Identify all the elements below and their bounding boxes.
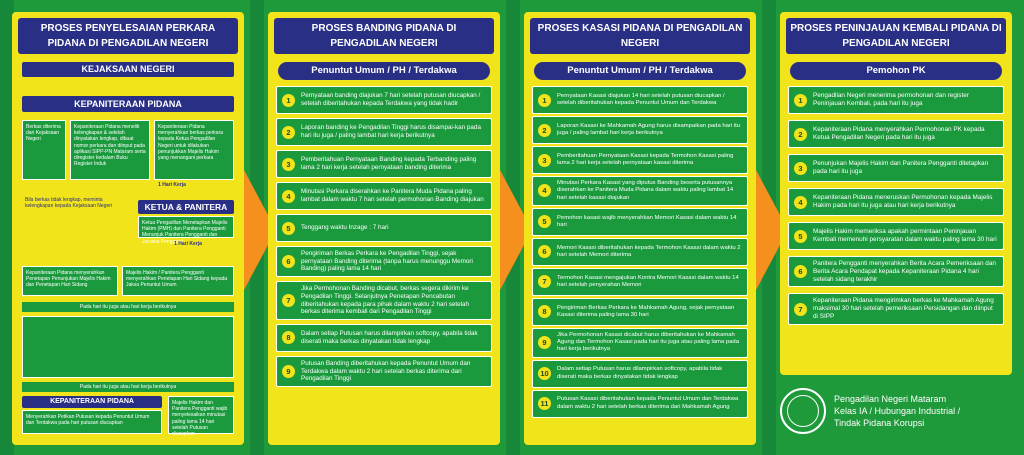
step-number: 5: [538, 215, 551, 228]
column-title: PROSES BANDING PIDANA DI PENGADILAN NEGERI: [274, 18, 494, 54]
box-penetapan-hari-sidang: Kepaniteraan Pidana menyerahkan Penetapan Penunjukan Majelis Hakim dan Penetapan Hari Sidang: [22, 266, 118, 296]
putusan-label: Pada hari itu juga atau hari kerja berikutnya: [22, 382, 234, 392]
kepaniteraan-pidana-label: KEPANITERAAN PIDANA: [22, 396, 162, 408]
step-item: [532, 298, 748, 326]
ketua-panitera-label: KETUA & PANITERA: [138, 200, 234, 214]
step-text: Laporan Kasasi ke Mahkamah Agung harus disampaikan pada hari itu juga / paling lambat hari kerja berikutnya: [557, 122, 741, 136]
court-class: Kelas IA / Hubungan Industrial /: [834, 406, 961, 416]
section-header: Penuntut Umum / PH / Terdakwa: [278, 62, 490, 80]
kepaniteraan-label: KEPANITERAAN PIDANA: [22, 96, 234, 112]
step-number: 11: [538, 397, 551, 410]
column-peninjauan-kembali: [780, 12, 1012, 375]
court-seal-icon: [780, 388, 826, 434]
step-number: 5: [282, 222, 295, 235]
step-item: [788, 188, 1004, 216]
step-number: 7: [538, 275, 551, 288]
column-banding: [268, 12, 500, 445]
step-number: 1: [794, 94, 807, 107]
step-text: Pernyataan banding diajukan 7 hari setelah putusan diucapkan / setelah diberitahukan kepada Terdakwa yang tidak hadir: [301, 92, 481, 107]
step-item: [532, 328, 748, 358]
step-item: [276, 324, 492, 352]
step-text: Jika Permohonan Banding dicabut, berkas segera dikirim ke Pengadilan Tinggi. Selanjutnya Penetapan Pencabutan diberitahukan kepada para pihak dalam waktu 2 hari setelah berkas diterima kembali dari Pengadilan Tinggi: [301, 285, 470, 316]
step-item: [276, 246, 492, 277]
step-text: Dalam setiap Putusan harus dilampirkan softcopy, apabila tidak diserati maka berkas dinyatakan tidak lengkap: [301, 330, 478, 345]
step-text: Tenggang waktu Inzage : 7 hari: [301, 224, 389, 232]
step-number: 4: [538, 184, 551, 197]
column-title: PROSES PENYELESAIAN PERKARA PIDANA DI PENGADILAN NEGERI: [18, 18, 238, 54]
step-item: [276, 118, 492, 146]
step-item: [532, 86, 748, 114]
step-number: 2: [794, 128, 807, 141]
step-number: 3: [282, 158, 295, 171]
box-berkas-diterima: Berkas diterima dari Kejaksaan Negeri: [22, 120, 66, 180]
box-penetapan-majelis: Ketua Pengadilan Menetapkan Majelis Hakim (PMH) dan Panitera Pengganti Menunjuk Panitera Pengganti dan Jurusita Pengganti: [138, 216, 234, 238]
step-text: Minutasi Perkara Kasasi yang diputus Banding beserta putusannya diserahkan ke Panitera Muda Pidana dalam waktu paling lambat 14 hari setelah kasasi diajukan: [557, 180, 734, 201]
step-item: [532, 360, 748, 388]
hari-kerja-label: 1 Hari Kerja: [174, 241, 202, 247]
step-text: Panitera Pengganti menyerahkan Berita Acara Pemeriksaan dan Berita Acara Pendapat kepada Kepaniteraan Pidana 4 hari setelah sidang terakhir: [813, 260, 996, 283]
step-number: 1: [538, 94, 551, 107]
section-header: Pemohon PK: [790, 62, 1002, 80]
step-item: [532, 268, 748, 296]
box-kelengkapan: Kepaniteraan Pidana meneliti kelengkapan & setelah dinyatakan lengkap, dibuat nomor perkara dan diinput pada aplikasi SIPP-PN Mataram serta diregister kedalam Buku Register Induk: [70, 120, 150, 180]
step-number: 2: [282, 126, 295, 139]
step-text: Putusan Kasasi diberitahukan kepada Penuntut Umum dan Terdakwa dalam waktu 2 hari setelah berkas diterima dari Mahkamah Agung: [557, 396, 739, 410]
step-number: 9: [538, 336, 551, 349]
box-tidak-lengkap: Bila berkas tidak lengkap, meminta kelengkapan kepada Kejaksaan Negeri: [22, 194, 132, 216]
column-title: PROSES PENINJAUAN KEMBALI PIDANA DI PENGADILAN NEGERI: [786, 18, 1006, 54]
court-identity: [780, 382, 1020, 440]
step-item: [788, 154, 1004, 182]
court-name: Pengadilan Negeri Mataram: [834, 394, 947, 404]
step-item: [788, 222, 1004, 250]
step-number: 1: [282, 94, 295, 107]
step-number: 8: [282, 331, 295, 344]
hari-kerja-label: 1 Hari Kerja: [158, 182, 186, 188]
step-text: Pengiriman Berkas Perkara ke Mahkamah Agung, sejak pernyataan Kasasi diterima paling lama 30 hari: [557, 304, 735, 318]
step-text: Putusan Banding diberitahukan kepada Penuntut Umum dan Terdakwa dalam waktu 2 hari setelah berkas diterima dari Pengadilan Tinggi: [301, 359, 471, 383]
step-number: 4: [794, 196, 807, 209]
step-item: [532, 116, 748, 144]
step-number: 7: [282, 294, 295, 307]
step-number: 6: [538, 245, 551, 258]
step-number: 8: [538, 305, 551, 318]
step-number: 10: [538, 367, 551, 380]
step-text: Pemohon kasasi wajib menyerahkan Memori Kasasi dalam waktu 14 hari: [557, 214, 737, 228]
step-number: 2: [538, 124, 551, 137]
step-text: Memori Kasasi diberitahukan kepada Termohon Kasasi dalam waktu 2 hari setelah Memori diterima: [557, 244, 741, 258]
step-item: [276, 356, 492, 387]
step-item: [788, 293, 1004, 324]
column-title: PROSES KASASI PIDANA DI PENGADILAN NEGERI: [530, 18, 750, 54]
step-item: [276, 214, 492, 242]
step-text: Penunjukan Majelis Hakim dan Panitera Pengganti ditetapkan pada hari itu juga: [813, 160, 989, 175]
step-item: [532, 146, 748, 174]
step-text: Laporan banding ke Pengadilan Tinggi harus disampai-kan pada hari itu juga / paling lambat hari kerja berikutnya: [301, 124, 481, 139]
putusan-label: Pada hari itu juga atau hari kerja berikutnya: [22, 302, 234, 312]
section-header: Penuntut Umum / PH / Terdakwa: [534, 62, 746, 80]
step-text: Termohon Kasasi mengajukan Kontra Memori Kasasi dalam waktu 14 hari setelah penyerahan Memori: [557, 274, 739, 288]
step-item: [532, 176, 748, 206]
step-number: 3: [794, 162, 807, 175]
step-number: 9: [282, 365, 295, 378]
step-number: 6: [282, 255, 295, 268]
step-text: Majelis Hakim memeriksa apakah permintaan Peninjauan Kembali memenuhi persyaratan dalam waktu paling lama 30 hari: [813, 228, 997, 243]
step-item: [788, 86, 1004, 114]
step-item: [788, 256, 1004, 287]
step-item: [276, 182, 492, 210]
step-text: Kepaniteraan Pidana mengirimkan berkas ke Mahkamah Agung maksimal 30 hari setelah pemeriksaan Persidangan dan diinput di SIPP: [813, 297, 994, 320]
step-item: [532, 208, 748, 236]
step-text: Kepaniteraan Pidana meneruskan Permohonan kepada Majelis Hakim pada hari itu juga atau hari kerja berikutnya: [813, 194, 993, 209]
box-sidang-grid: [22, 316, 234, 378]
court-division: Tindak Pidana Korupsi: [834, 418, 925, 428]
step-list: [274, 86, 494, 387]
box-penyerahan-ketua: Kepaniteraan Pidana menyerahkan berkas perkara kepada Ketua Pengadilan Negeri untuk dilakukan penunjukkan Majelis Hakim yang menangani perkara: [154, 120, 234, 180]
step-text: Pengadilan Negeri menerima permohonan dan register Peninjauan Kembali, pada hari itu juga: [813, 92, 969, 107]
step-number: 7: [794, 303, 807, 316]
step-text: Minutasi Perkara diserahkan ke Panitera Muda Pidana paling lambat dalam waktu 7 hari setelah permohonan Banding diajukan: [301, 188, 484, 203]
step-text: Dalam setiap Putusan harus dilampirkan softcopy, apabila tidak diserati maka berkas dinyatakan tidak lengkap: [557, 366, 723, 380]
box-minutasi: Majelis Hakim dan Panitera Pengganti wajib menyelesaikan minutasi paling lama 14 hari setelah Putusan diucapkan: [168, 396, 234, 434]
step-list: [786, 86, 1006, 325]
step-text: Pemberitahuan Pernyataan Kasasi kepada Termohon Kasasi paling lama 2 hari kerja setelah pernyataan kasasi diterima: [557, 152, 734, 166]
step-text: Kepaniteraan Pidana menyerahkan Permohonan PK kepada Ketua Pengadilan Negeri pada hari itu juga: [813, 126, 985, 141]
step-item: [276, 150, 492, 178]
step-number: 3: [538, 154, 551, 167]
step-text: Pemberitahuan Pernyataan Banding kepada Terbanding paling lama 2 hari kerja setelah pernyataan banding diterima: [301, 156, 477, 171]
step-text: Pengiriman Berkas Perkara ke Pengadilan Tinggi, sejak pernyataan Banding diterima (tanpa harus menunggu Memori Banding) paling lama 14 hari: [301, 250, 473, 273]
step-number: 5: [794, 230, 807, 243]
step-text: Jika Permohonan Kasasi dicabut harus diberitahukan ke Mahkamah Agung dan Termohon Kasasi pada hari itu juga atau paling lama pada hari kerja berikutnya: [557, 331, 739, 353]
column-penyelesaian: [12, 12, 244, 445]
step-item: [532, 390, 748, 418]
column-kasasi: [524, 12, 756, 445]
step-item: [276, 86, 492, 114]
step-number: 6: [794, 265, 807, 278]
box-petikan-putusan: Menyerahkan Petikan Putusan kepada Penuntut Umum dan Terdakwa pada hari putusan diucapkan: [22, 410, 162, 434]
step-item: [276, 281, 492, 320]
step-item: [788, 120, 1004, 148]
step-item: [532, 238, 748, 266]
step-list: [530, 86, 750, 418]
box-jaksa: Majelis Hakim / Panitera Pengganti menyerahkan Penetapan Hari Sidang kepada Jaksa Penuntut Umum: [122, 266, 234, 296]
kejaksaan-label: KEJAKSAAN NEGERI: [22, 62, 234, 77]
step-text: Pernyataan Kasasi diajukan 14 hari setelah putusan diucapkan / setelah diberitahukan kepada Penuntut Umum dan Terdakwa: [557, 92, 725, 106]
step-number: 4: [282, 190, 295, 203]
